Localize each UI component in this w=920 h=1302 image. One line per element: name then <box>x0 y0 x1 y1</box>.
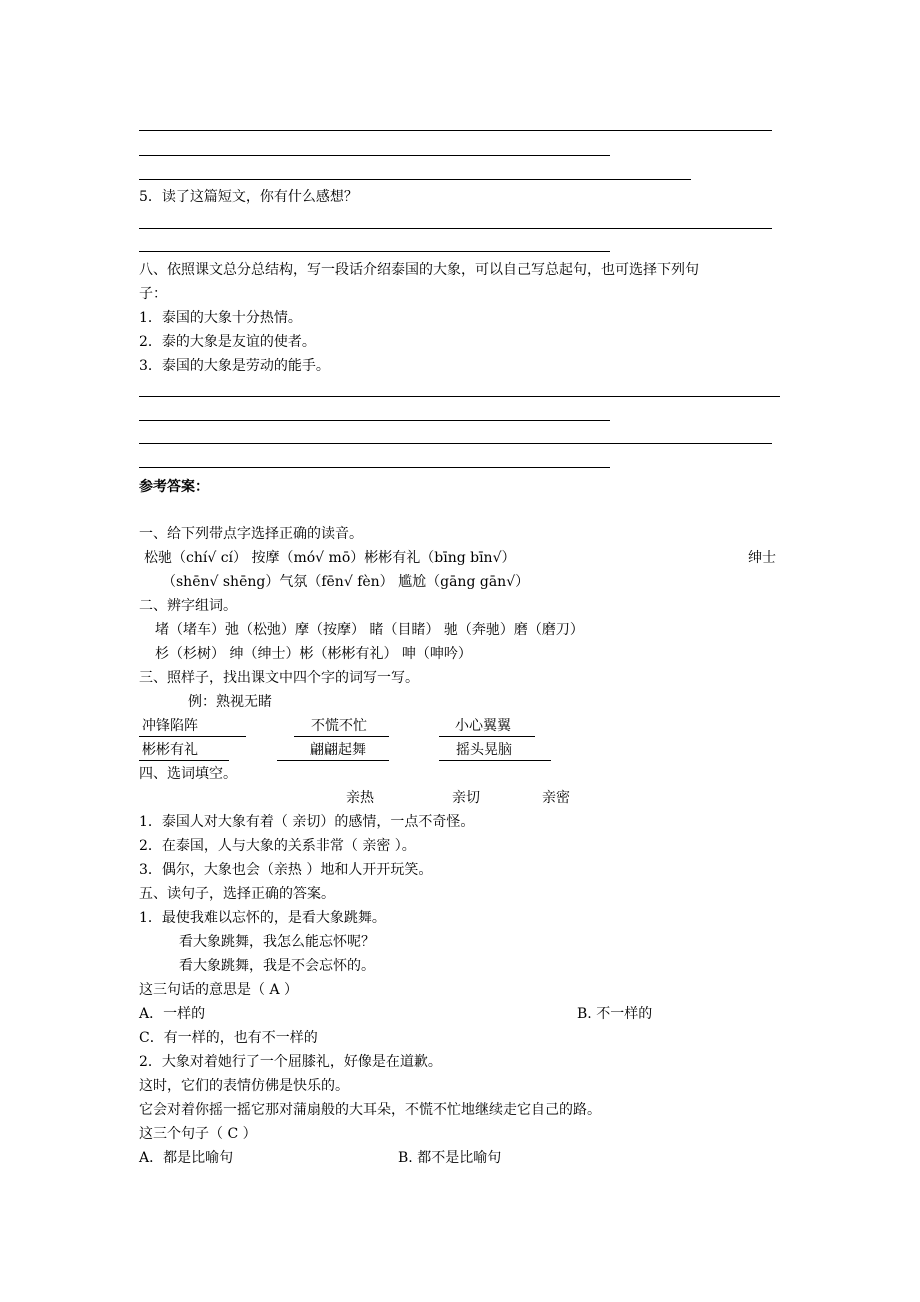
answer-5-q1: 1．最使我难以忘怀的，是看大象跳舞。 <box>139 910 386 926</box>
answer-4-item-3: 3．偶尔，大象也会（亲热 ）地和人开开玩笑。 <box>139 862 433 878</box>
answer-line <box>139 179 691 180</box>
answer-1-line-1: 松驰（chí√ cí） 按摩（mó√ mō）彬彬有礼（bīng bīn√） <box>144 550 516 566</box>
word-choice: 亲切 <box>452 790 480 806</box>
answer-4-heading: 四、选词填空。 <box>139 766 237 782</box>
answer-line <box>139 251 610 252</box>
answer-2-line-2: 杉（杉树） 绅（绅士）彬（彬彬有礼） 呻（呻吟） <box>155 646 472 662</box>
word-choice: 亲密 <box>542 790 570 806</box>
section-8-option-1: 1．泰国的大象十分热情。 <box>139 310 302 326</box>
answer-line <box>139 130 772 131</box>
answer-4-item-1: 1．泰国人对大象有着（ 亲切）的感情，一点不奇怪。 <box>139 814 475 830</box>
answer-2-line-1: 堵（堵车）弛（松弛）摩（按摩） 睹（目睹） 驰（奔驰）磨（磨刀） <box>155 622 584 638</box>
answer-3-example: 例：熟视无睹 <box>188 694 272 710</box>
answer-1-heading: 一、给下列带点字选择正确的读音。 <box>139 526 363 542</box>
answer-5-q2-option-a: A．都是比喻句 <box>139 1150 234 1166</box>
answer-line <box>139 420 610 421</box>
section-8-heading-2: 子： <box>139 286 167 302</box>
idiom-answer: 摇头晃脑 <box>439 741 551 761</box>
answer-5-q1-sentence-2: 看大象跳舞，我怎么能忘怀呢？ <box>179 934 375 950</box>
answer-5-q1-prompt: 这三句话的意思是（ A ） <box>139 982 299 998</box>
answer-1-word-gentleman: 绅士 <box>748 550 776 566</box>
answer-2-heading: 二、辨字组词。 <box>139 598 237 614</box>
idiom-answer: 冲锋陷阵 <box>139 717 246 737</box>
answer-5-q2-option-b: B. 都不是比喻句 <box>398 1150 502 1166</box>
answer-line <box>139 228 772 229</box>
answer-5-q1-sentence-3: 看大象跳舞，我是不会忘怀的。 <box>179 958 375 974</box>
idiom-answer: 翩翩起舞 <box>277 741 389 761</box>
word-choice: 亲热 <box>346 790 374 806</box>
section-8-heading-1: 八、依照课文总分总结构，写一段话介绍泰国的大象，可以自己写总起句，也可选择下列句 <box>139 262 699 278</box>
answer-5-heading: 五、读句子，选择正确的答案。 <box>139 886 335 902</box>
answer-5-q2-sentence-3: 它会对着你摇一摇它那对蒲扇般的大耳朵，不慌不忙地继续走它自己的路。 <box>139 1102 601 1118</box>
answer-5-q2-sentence-2: 这时，它们的表情仿佛是快乐的。 <box>139 1078 349 1094</box>
answer-line <box>139 467 610 468</box>
section-8-option-3: 3．泰国的大象是劳动的能手。 <box>139 358 330 374</box>
idiom-answer: 不慌不忙 <box>294 717 389 737</box>
answer-line <box>139 396 780 397</box>
answer-line <box>139 155 610 156</box>
answer-5-q1-option-a: A．一样的 <box>139 1006 206 1022</box>
answer-3-heading: 三、照样子，找出课文中四个字的词写一写。 <box>139 670 419 686</box>
answer-5-q1-option-b: B. 不一样的 <box>577 1006 653 1022</box>
answer-5-q2-prompt: 这三个句子（ C ） <box>139 1126 257 1142</box>
question-5: 5．读了这篇短文，你有什么感想？ <box>139 189 358 205</box>
section-8-option-2: 2．泰的大象是友谊的使者。 <box>139 334 316 350</box>
answer-line <box>139 443 772 444</box>
idiom-answer: 小心翼翼 <box>439 717 535 737</box>
answer-5-q1-option-c: C．有一样的，也有不一样的 <box>139 1030 318 1046</box>
answer-5-q2: 2．大象对着她行了一个屈膝礼，好像是在道歉。 <box>139 1054 442 1070</box>
answer-4-item-2: 2．在泰国，人与大象的关系非常（ 亲密 ）。 <box>139 838 416 854</box>
answer-1-line-2: （shēn√ shēng）气氛（fēn√ fèn） 尴尬（gāng gān√） <box>162 574 530 590</box>
idiom-answer: 彬彬有礼 <box>139 741 229 761</box>
answers-title: 参考答案： <box>139 479 209 495</box>
